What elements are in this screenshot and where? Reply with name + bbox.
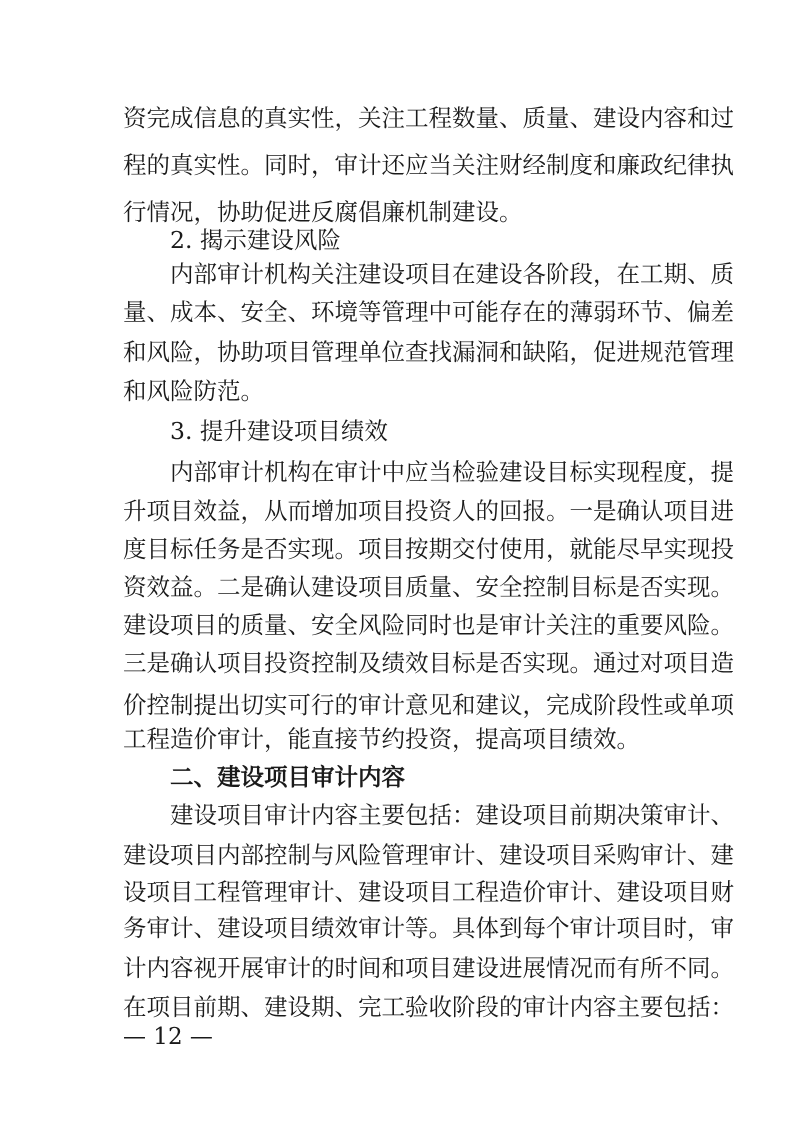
paragraph-line: 建设项目的质量、安全风险同时也是审计关注的重要风险。 xyxy=(123,611,734,639)
paragraph-line: 升项目效益，从而增加项目投资人的回报。一是确认项目进 xyxy=(123,497,734,525)
paragraph-line: 和风险防范。 xyxy=(123,377,264,405)
paragraph-line: 量、成本、安全、环境等管理中可能存在的薄弱环节、偏差 xyxy=(123,298,734,326)
paragraph-line: 设项目工程管理审计、建设项目工程造价审计、建设项目财 xyxy=(123,878,734,906)
section-heading: 3. 提升建设项目绩效 xyxy=(170,417,388,445)
paragraph-line: 和风险，协助项目管理单位查找漏洞和缺陷，促进规范管理 xyxy=(123,338,734,366)
paragraph-line: 价控制提出切实可行的审计意见和建议，完成阶段性或单项 xyxy=(123,691,734,719)
paragraph-line: 行情况，协助促进反腐倡廉机制建设。 xyxy=(123,198,523,226)
chapter-heading: 二、建设项目审计内容 xyxy=(170,763,405,791)
paragraph-line: 度目标任务是否实现。项目按期交付使用，就能尽早实现投 xyxy=(123,535,734,563)
paragraph-line: 建设项目审计内容主要包括：建设项目前期决策审计、 xyxy=(170,801,734,829)
paragraph-line: 三是确认项目投资控制及绩效目标是否实现。通过对项目造 xyxy=(123,649,734,677)
paragraph-line: 建设项目内部控制与风险管理审计、建设项目采购审计、建 xyxy=(123,841,734,869)
paragraph-line: 务审计、建设项目绩效审计等。具体到每个审计项目时，审 xyxy=(123,914,734,942)
paragraph-line: 计内容视开展审计的时间和项目建设进展情况而有所不同。 xyxy=(123,954,734,982)
paragraph-line: 在项目前期、建设期、完工验收阶段的审计内容主要包括： xyxy=(123,993,734,1021)
paragraph-line: 资完成信息的真实性，关注工程数量、质量、建设内容和过 xyxy=(123,104,734,132)
section-heading: 2. 揭示建设风险 xyxy=(170,226,341,254)
paragraph-line: 工程造价审计，能直接节约投资，提高项目绩效。 xyxy=(123,725,640,753)
paragraph-line: 资效益。二是确认建设项目质量、安全控制目标是否实现。 xyxy=(123,573,734,601)
paragraph-line: 内部审计机构关注建设项目在建设各阶段，在工期、质 xyxy=(170,260,734,288)
paragraph-line: 内部审计机构在审计中应当检验建设目标实现程度，提 xyxy=(170,458,734,486)
page-number: — 12 — xyxy=(123,1024,213,1050)
paragraph-line: 程的真实性。同时，审计还应当关注财经制度和廉政纪律执 xyxy=(123,151,734,179)
